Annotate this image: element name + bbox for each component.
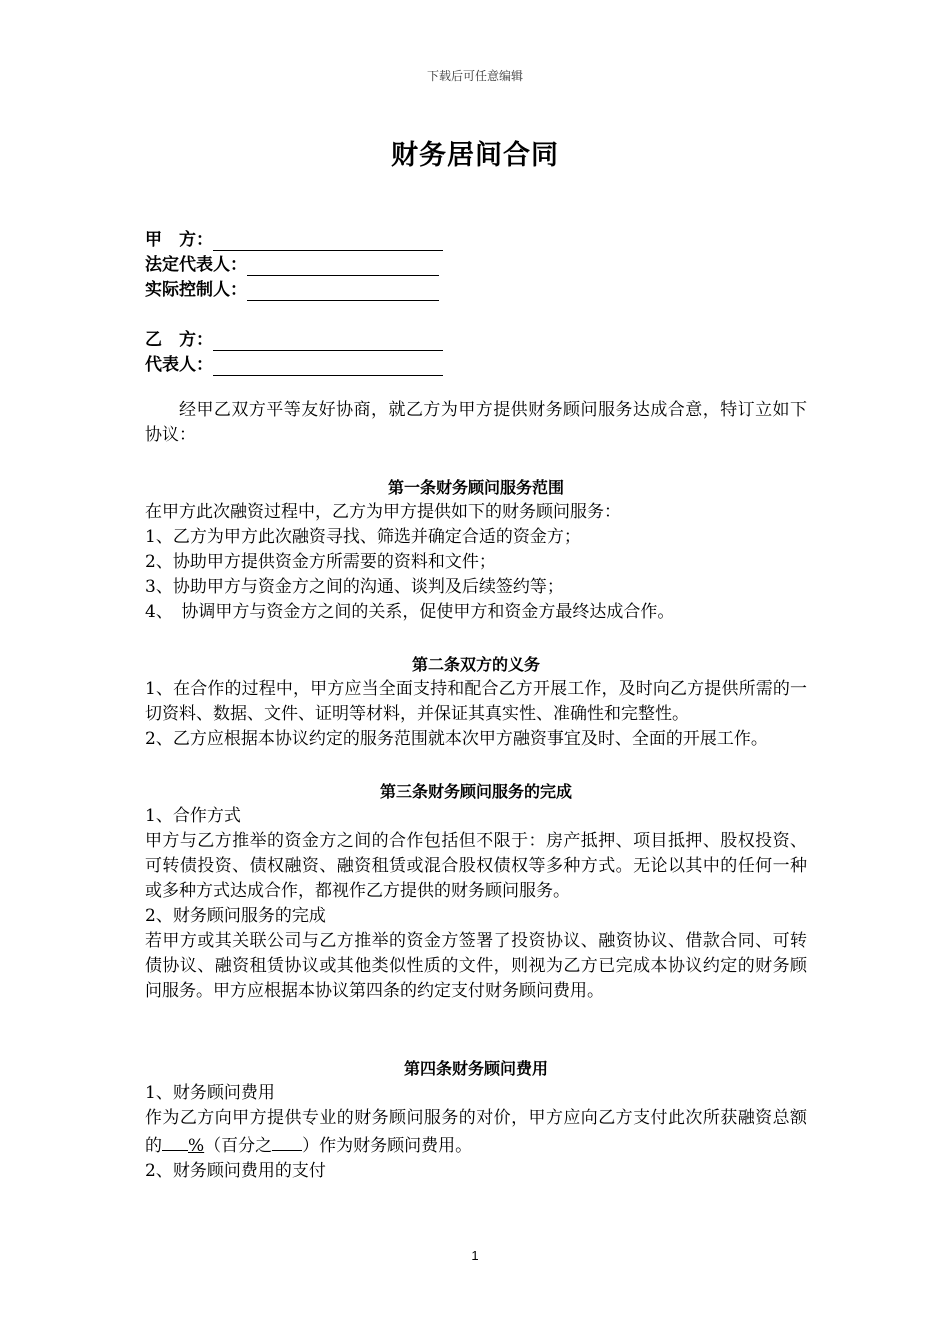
section-3-paragraph: 甲方与乙方推举的资金方之间的合作包括但不限于：房产抵押、项目抵押、股权投资、可转债投资、债权融资、融资租赁或混合股权债权等多种方式。无论以其中的任何一种或多种方式达成合作，都视作乙方提供的财务顾问服务。 bbox=[145, 831, 807, 901]
section-3-subheading: 1、合作方式 bbox=[145, 806, 241, 826]
b-rep-blank bbox=[213, 356, 443, 376]
party-a-label: 甲 方： bbox=[145, 230, 213, 250]
fee-text-b: （百分之 bbox=[204, 1136, 273, 1156]
section-3-title: 第三条财务顾问服务的完成 bbox=[379, 782, 572, 801]
section-1-title: 第一条财务顾问服务范围 bbox=[387, 478, 564, 497]
section-1-item: 3、协助甲方与资金方之间的沟通、谈判及后续签约等； bbox=[145, 577, 564, 597]
section-1-item: 1、乙方为甲方此次融资寻找、筛选并确定合适的资金方； bbox=[145, 527, 581, 547]
page-header: 下载后可任意编辑 bbox=[426, 69, 523, 83]
section-1-item: 2、协助甲方提供资金方所需要的资料和文件； bbox=[145, 552, 496, 572]
party-row-b bbox=[145, 326, 443, 351]
section-4-fee-paragraph bbox=[145, 1106, 807, 1159]
party-row-b-rep bbox=[145, 351, 443, 376]
party-row-legal-rep bbox=[145, 251, 443, 276]
section-2-item: 2、乙方应根据本协议约定的服务范围就本次甲方融资事宜及时、全面的开展工作。 bbox=[145, 729, 768, 749]
section-1-lead: 在甲方此次融资过程中，乙方为甲方提供如下的财务顾问服务： bbox=[145, 502, 621, 522]
section-2-item: 1、在合作的过程中，甲方应当全面支持和配合乙方开展工作，及时向乙方提供所需的一切资料、数据、文件、证明等材料，并保证其真实性、准确性和完整性。 bbox=[145, 679, 807, 724]
legal-rep-label: 法定代表人： bbox=[145, 255, 247, 275]
fee-words-blank bbox=[272, 1131, 302, 1151]
section-2-title: 第二条双方的义务 bbox=[411, 655, 540, 674]
party-block bbox=[145, 226, 443, 376]
page-number: 1 bbox=[471, 1248, 479, 1263]
party-b-label: 乙 方： bbox=[145, 330, 213, 350]
percent-sign: % bbox=[188, 1136, 205, 1156]
party-row-controller bbox=[145, 276, 443, 301]
section-4-subheading: 1、财务顾问费用 bbox=[145, 1083, 275, 1103]
contract-body bbox=[145, 398, 807, 1184]
fee-text-a: 作为乙方向甲方提供专业的财务顾问服务的对价，甲方应向乙方支付此次所获融资总额的 bbox=[145, 1108, 807, 1156]
controller-blank bbox=[247, 281, 439, 301]
fee-text-c: ）作为财务顾问费用。 bbox=[302, 1136, 473, 1156]
controller-label: 实际控制人： bbox=[145, 280, 247, 300]
party-b-blank bbox=[213, 331, 443, 351]
section-3-subheading: 2、财务顾问服务的完成 bbox=[145, 906, 326, 926]
legal-rep-blank bbox=[247, 256, 439, 276]
section-4-subheading: 2、财务顾问费用的支付 bbox=[145, 1161, 326, 1181]
party-row-a bbox=[145, 226, 443, 251]
intro-paragraph: 经甲乙双方平等友好协商，就乙方为甲方提供财务顾问服务达成合意，特订立如下协议： bbox=[145, 400, 807, 445]
section-1-item: 4、 协调甲方与资金方之间的关系，促使甲方和资金方最终达成合作。 bbox=[145, 602, 675, 622]
fee-percent-blank bbox=[162, 1131, 188, 1151]
section-4-title: 第四条财务顾问费用 bbox=[403, 1059, 548, 1078]
party-a-blank bbox=[213, 231, 443, 251]
party-spacer bbox=[145, 301, 443, 326]
section-3-paragraph: 若甲方或其关联公司与乙方推举的资金方签署了投资协议、融资协议、借款合同、可转债协议、融资租赁协议或其他类似性质的文件，则视为乙方已完成本协议约定的财务顾问服务。甲方应根据本协议第四条的约定支付财务顾问费用。 bbox=[145, 931, 807, 1001]
b-rep-label: 代表人： bbox=[145, 355, 213, 375]
contract-title: 财务居间合同 bbox=[391, 140, 559, 171]
